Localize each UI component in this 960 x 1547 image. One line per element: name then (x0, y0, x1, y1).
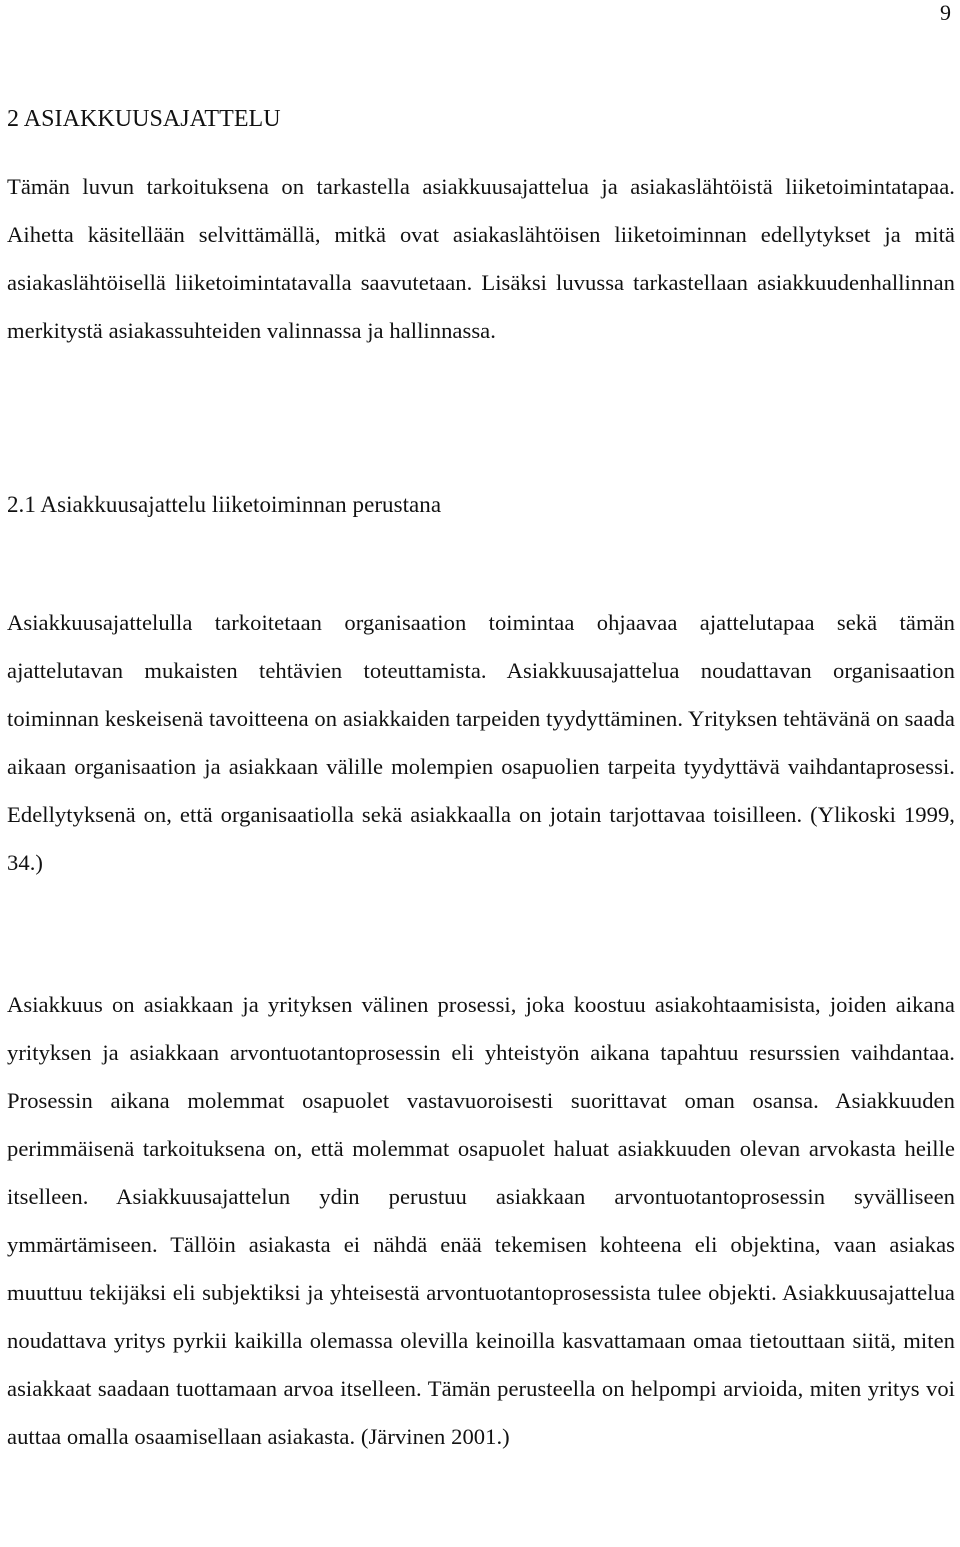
section-heading: 2.1 Asiakkuusajattelu liiketoiminnan perustana (7, 492, 442, 517)
chapter-heading: 2 ASIAKKUUSAJATTELU (7, 106, 281, 132)
page-number: 9 (940, 0, 951, 25)
chapter-intro-paragraph: Tämän luvun tarkoituksena on tarkastella asiakkuusajattelua ja asiakaslähtöistä liiketoimintatapaa. Aihetta käsitellään selvittämällä, mitkä ovat asiakaslähtöisen liiketoiminnan edellytykset ja mitä asiakaslähtöisellä liiketoimintatavalla saavutetaan. Lisäksi luvussa tarkastellaan asiakkuudenhallinnan merkitystä asiakassuhteiden valinnassa ja hallinnassa. (7, 174, 955, 343)
body-paragraph: Asiakkuusajattelulla tarkoitetaan organisaation toimintaa ohjaavaa ajattelutapaa sekä tämän ajattelutavan mukaisten tehtävien toteuttamista. Asiakkuusajattelua noudattavan organisaation toiminnan keskeisenä tavoitteena on asiakkaiden tarpeiden tyydyttäminen. Yrityksen tehtävänä on saada aikaan organisaation ja asiakkaan välille molempien osapuolien tarpeita tyydyttävä vaihdantaprosessi. Edellytyksenä on, että organisaatiolla sekä asiakkaalla on jotain tarjottavaa toisilleen. (Ylikoski 1999, 34.) (7, 610, 955, 875)
body-paragraph: Asiakkuus on asiakkaan ja yrityksen välinen prosessi, joka koostuu asiakohtaamisista, joiden aikana yrityksen ja asiakkaan arvontuotantoprosessin eli yhteistyön aikana tapahtuu resurssien vaihdantaa. Prosessin aikana molemmat osapuolet vastavuoroisesti suorittavat oman osansa. Asiakkuuden perimmäisenä tarkoituksena on, että molemmat osapuolet haluat asiakkuuden olevan arvokasta heille itselleen. Asiakkuusajattelun ydin perustuu asiakkaan arvontuotantoprosessin syvälliseen ymmärtämiseen. Tällöin asiakasta ei nähdä enää tekemisen kohteena eli objektina, vaan asiakas muuttuu tekijäksi eli subjektiksi ja yhteisestä arvontuotantoprosessista tulee objekti. Asiakkuusajattelua noudattava yritys pyrkii kaikilla olemassa olevilla keinoilla kasvattamaan omaa tietouttaan siitä, miten asiakkaat saadaan tuottamaan arvoa itselleen. Tämän perusteella on helpompi arvioida, miten yritys voi auttaa omalla osaamisellaan asiakasta. (Järvinen 2001.) (7, 992, 955, 1449)
